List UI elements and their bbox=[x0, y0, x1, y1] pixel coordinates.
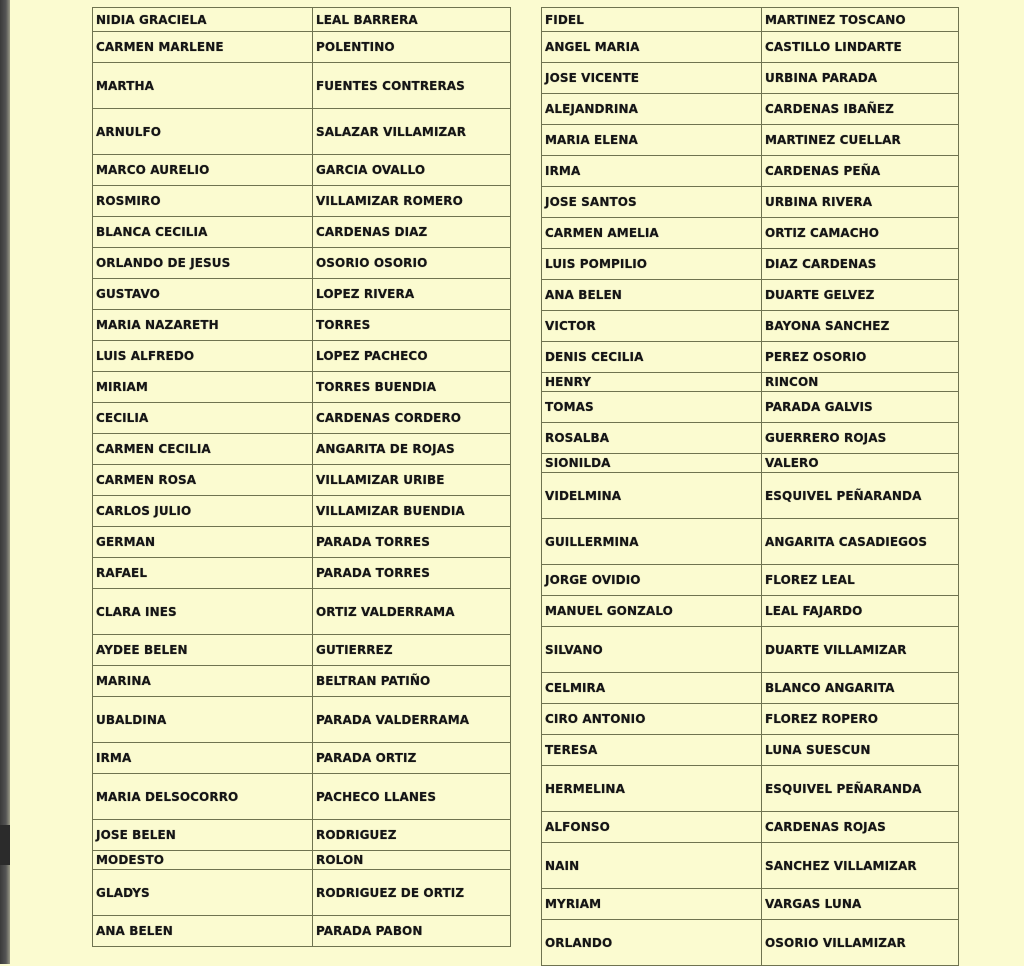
table-row bbox=[542, 311, 959, 342]
first-name-cell: GUILLERMINA bbox=[542, 519, 762, 565]
last-name-cell: RINCON bbox=[762, 373, 959, 392]
last-name-cell: PACHECO LLANES bbox=[313, 774, 511, 820]
last-name-cell: ANGARITA CASADIEGOS bbox=[762, 519, 959, 565]
first-name-cell: BLANCA CECILIA bbox=[93, 217, 313, 248]
table-row bbox=[542, 63, 959, 94]
table-row bbox=[93, 217, 511, 248]
first-name-cell: ALEJANDRINA bbox=[542, 94, 762, 125]
last-name-cell: RODRIGUEZ bbox=[313, 820, 511, 851]
table-row bbox=[542, 596, 959, 627]
first-name-cell: LUIS ALFREDO bbox=[93, 341, 313, 372]
last-name-cell: TORRES BUENDIA bbox=[313, 372, 511, 403]
last-name-cell: PARADA TORRES bbox=[313, 558, 511, 589]
first-name-cell: ROSALBA bbox=[542, 423, 762, 454]
table-row bbox=[542, 473, 959, 519]
last-name-cell: DUARTE GELVEZ bbox=[762, 280, 959, 311]
table-row bbox=[93, 743, 511, 774]
first-name-cell: ROSMIRO bbox=[93, 186, 313, 217]
first-name-cell: HERMELINA bbox=[542, 766, 762, 812]
first-name-cell: SILVANO bbox=[542, 627, 762, 673]
last-name-cell: ORTIZ VALDERRAMA bbox=[313, 589, 511, 635]
last-name-cell: OSORIO VILLAMIZAR bbox=[762, 920, 959, 966]
first-name-cell: MARCO AURELIO bbox=[93, 155, 313, 186]
last-name-cell: OSORIO OSORIO bbox=[313, 248, 511, 279]
last-name-cell: CARDENAS PEÑA bbox=[762, 156, 959, 187]
table-row bbox=[93, 527, 511, 558]
first-name-cell: CARMEN AMELIA bbox=[542, 218, 762, 249]
first-name-cell: ANA BELEN bbox=[93, 916, 313, 947]
last-name-cell: CARDENAS IBAÑEZ bbox=[762, 94, 959, 125]
first-name-cell: GERMAN bbox=[93, 527, 313, 558]
table-row bbox=[542, 920, 959, 966]
last-name-cell: CARDENAS CORDERO bbox=[313, 403, 511, 434]
window-left-edge bbox=[0, 0, 10, 964]
first-name-cell: ORLANDO DE JESUS bbox=[93, 248, 313, 279]
last-name-cell: BAYONA SANCHEZ bbox=[762, 311, 959, 342]
first-name-cell: SIONILDA bbox=[542, 454, 762, 473]
last-name-cell: CASTILLO LINDARTE bbox=[762, 32, 959, 63]
last-name-cell: LEAL FAJARDO bbox=[762, 596, 959, 627]
last-name-cell: LOPEZ PACHECO bbox=[313, 341, 511, 372]
names-table-left bbox=[92, 7, 511, 947]
table-row bbox=[542, 704, 959, 735]
table-row bbox=[93, 589, 511, 635]
last-name-cell: GUTIERREZ bbox=[313, 635, 511, 666]
table-row bbox=[542, 8, 959, 32]
last-name-cell: ESQUIVEL PEÑARANDA bbox=[762, 766, 959, 812]
last-name-cell: BLANCO ANGARITA bbox=[762, 673, 959, 704]
last-name-cell: GARCIA OVALLO bbox=[313, 155, 511, 186]
last-name-cell: PARADA VALDERRAMA bbox=[313, 697, 511, 743]
first-name-cell: GLADYS bbox=[93, 870, 313, 916]
table-row bbox=[93, 558, 511, 589]
names-table-right bbox=[541, 7, 959, 966]
first-name-cell: MARIA NAZARETH bbox=[93, 310, 313, 341]
first-name-cell: GUSTAVO bbox=[93, 279, 313, 310]
first-name-cell: AYDEE BELEN bbox=[93, 635, 313, 666]
first-name-cell: CARMEN CECILIA bbox=[93, 434, 313, 465]
first-name-cell: ANGEL MARIA bbox=[542, 32, 762, 63]
table-row bbox=[93, 109, 511, 155]
last-name-cell: PARADA GALVIS bbox=[762, 392, 959, 423]
table-row bbox=[93, 372, 511, 403]
first-name-cell: CECILIA bbox=[93, 403, 313, 434]
last-name-cell: VILLAMIZAR ROMERO bbox=[313, 186, 511, 217]
table-row bbox=[93, 465, 511, 496]
first-name-cell: CIRO ANTONIO bbox=[542, 704, 762, 735]
first-name-cell: CLARA INES bbox=[93, 589, 313, 635]
table-row bbox=[93, 155, 511, 186]
names-table-right-body bbox=[542, 8, 959, 966]
first-name-cell: LUIS POMPILIO bbox=[542, 249, 762, 280]
table-row bbox=[542, 673, 959, 704]
table-row bbox=[93, 774, 511, 820]
first-name-cell: TOMAS bbox=[542, 392, 762, 423]
last-name-cell: MARTINEZ CUELLAR bbox=[762, 125, 959, 156]
first-name-cell: TERESA bbox=[542, 735, 762, 766]
first-name-cell: UBALDINA bbox=[93, 697, 313, 743]
first-name-cell: JORGE OVIDIO bbox=[542, 565, 762, 596]
first-name-cell: CARMEN MARLENE bbox=[93, 32, 313, 63]
first-name-cell: JOSE VICENTE bbox=[542, 63, 762, 94]
table-row bbox=[542, 735, 959, 766]
table-row bbox=[542, 342, 959, 373]
table-row bbox=[542, 280, 959, 311]
last-name-cell: ROLON bbox=[313, 851, 511, 870]
table-row bbox=[542, 187, 959, 218]
first-name-cell: ANA BELEN bbox=[542, 280, 762, 311]
table-row bbox=[542, 392, 959, 423]
first-name-cell: MODESTO bbox=[93, 851, 313, 870]
first-name-cell: HENRY bbox=[542, 373, 762, 392]
first-name-cell: JOSE BELEN bbox=[93, 820, 313, 851]
last-name-cell: LUNA SUESCUN bbox=[762, 735, 959, 766]
first-name-cell: ORLANDO bbox=[542, 920, 762, 966]
first-name-cell: MARTHA bbox=[93, 63, 313, 109]
last-name-cell: SANCHEZ VILLAMIZAR bbox=[762, 843, 959, 889]
table-row bbox=[542, 125, 959, 156]
first-name-cell: JOSE SANTOS bbox=[542, 187, 762, 218]
last-name-cell: URBINA RIVERA bbox=[762, 187, 959, 218]
table-row bbox=[93, 666, 511, 697]
last-name-cell: VILLAMIZAR URIBE bbox=[313, 465, 511, 496]
table-row bbox=[93, 279, 511, 310]
last-name-cell: PARADA TORRES bbox=[313, 527, 511, 558]
last-name-cell: GUERRERO ROJAS bbox=[762, 423, 959, 454]
last-name-cell: VILLAMIZAR BUENDIA bbox=[313, 496, 511, 527]
first-name-cell: IRMA bbox=[93, 743, 313, 774]
last-name-cell: RODRIGUEZ DE ORTIZ bbox=[313, 870, 511, 916]
first-name-cell: CARLOS JULIO bbox=[93, 496, 313, 527]
last-name-cell: VARGAS LUNA bbox=[762, 889, 959, 920]
table-row bbox=[542, 627, 959, 673]
table-row bbox=[93, 403, 511, 434]
last-name-cell: ORTIZ CAMACHO bbox=[762, 218, 959, 249]
last-name-cell: VALERO bbox=[762, 454, 959, 473]
last-name-cell: BELTRAN PATIÑO bbox=[313, 666, 511, 697]
table-row bbox=[93, 434, 511, 465]
table-row bbox=[542, 156, 959, 187]
last-name-cell: FLOREZ ROPERO bbox=[762, 704, 959, 735]
last-name-cell: POLENTINO bbox=[313, 32, 511, 63]
last-name-cell: URBINA PARADA bbox=[762, 63, 959, 94]
first-name-cell: MIRIAM bbox=[93, 372, 313, 403]
table-row bbox=[542, 766, 959, 812]
last-name-cell: LOPEZ RIVERA bbox=[313, 279, 511, 310]
table-row bbox=[542, 218, 959, 249]
table-row bbox=[542, 423, 959, 454]
table-row bbox=[93, 186, 511, 217]
first-name-cell: MARINA bbox=[93, 666, 313, 697]
table-row bbox=[542, 843, 959, 889]
names-table-left-body bbox=[93, 8, 511, 947]
table-row bbox=[93, 63, 511, 109]
table-row bbox=[542, 373, 959, 392]
table-row bbox=[93, 635, 511, 666]
table-row bbox=[93, 8, 511, 32]
table-row bbox=[542, 249, 959, 280]
first-name-cell: DENIS CECILIA bbox=[542, 342, 762, 373]
table-row bbox=[93, 820, 511, 851]
first-name-cell: ARNULFO bbox=[93, 109, 313, 155]
table-row bbox=[93, 248, 511, 279]
last-name-cell: ANGARITA DE ROJAS bbox=[313, 434, 511, 465]
table-row bbox=[542, 32, 959, 63]
table-row bbox=[542, 812, 959, 843]
table-row bbox=[93, 916, 511, 947]
last-name-cell: DUARTE VILLAMIZAR bbox=[762, 627, 959, 673]
last-name-cell: CARDENAS ROJAS bbox=[762, 812, 959, 843]
first-name-cell: MARIA ELENA bbox=[542, 125, 762, 156]
table-row bbox=[93, 851, 511, 870]
table-row bbox=[93, 697, 511, 743]
first-name-cell: VICTOR bbox=[542, 311, 762, 342]
last-name-cell: CARDENAS DIAZ bbox=[313, 217, 511, 248]
last-name-cell: PARADA ORTIZ bbox=[313, 743, 511, 774]
last-name-cell: MARTINEZ TOSCANO bbox=[762, 8, 959, 32]
table-row bbox=[542, 519, 959, 565]
first-name-cell: MANUEL GONZALO bbox=[542, 596, 762, 627]
table-row bbox=[542, 889, 959, 920]
first-name-cell: NIDIA GRACIELA bbox=[93, 8, 313, 32]
last-name-cell: TORRES bbox=[313, 310, 511, 341]
table-row bbox=[542, 454, 959, 473]
table-row bbox=[93, 310, 511, 341]
first-name-cell: IRMA bbox=[542, 156, 762, 187]
table-row bbox=[542, 565, 959, 596]
table-row bbox=[93, 32, 511, 63]
first-name-cell: FIDEL bbox=[542, 8, 762, 32]
first-name-cell: CELMIRA bbox=[542, 673, 762, 704]
last-name-cell: LEAL BARRERA bbox=[313, 8, 511, 32]
last-name-cell: DIAZ CARDENAS bbox=[762, 249, 959, 280]
first-name-cell: NAIN bbox=[542, 843, 762, 889]
first-name-cell: RAFAEL bbox=[93, 558, 313, 589]
last-name-cell: PEREZ OSORIO bbox=[762, 342, 959, 373]
table-row bbox=[93, 496, 511, 527]
first-name-cell: MARIA DELSOCORRO bbox=[93, 774, 313, 820]
last-name-cell: SALAZAR VILLAMIZAR bbox=[313, 109, 511, 155]
first-name-cell: MYRIAM bbox=[542, 889, 762, 920]
table-row bbox=[93, 870, 511, 916]
last-name-cell: ESQUIVEL PEÑARANDA bbox=[762, 473, 959, 519]
table-row bbox=[542, 94, 959, 125]
last-name-cell: FLOREZ LEAL bbox=[762, 565, 959, 596]
first-name-cell: VIDELMINA bbox=[542, 473, 762, 519]
first-name-cell: CARMEN ROSA bbox=[93, 465, 313, 496]
table-row bbox=[93, 341, 511, 372]
first-name-cell: ALFONSO bbox=[542, 812, 762, 843]
last-name-cell: PARADA PABON bbox=[313, 916, 511, 947]
last-name-cell: FUENTES CONTRERAS bbox=[313, 63, 511, 109]
